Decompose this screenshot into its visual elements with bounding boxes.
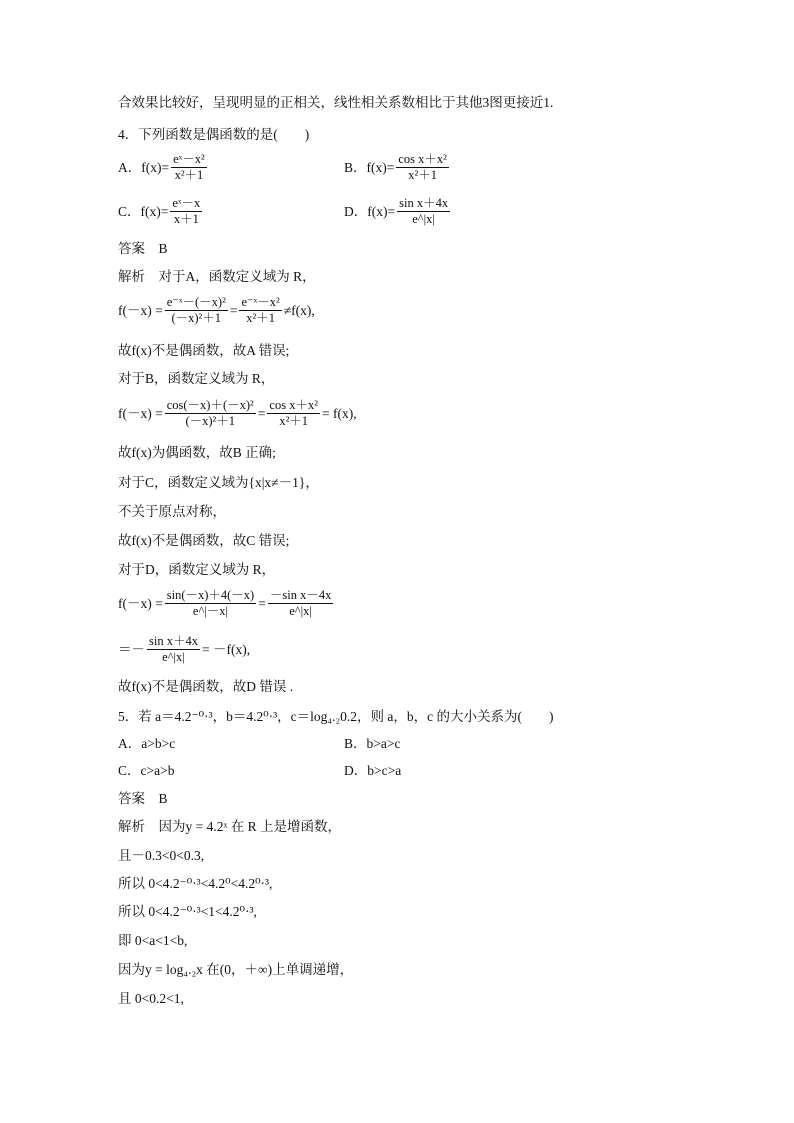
solution-line: 因为y = log₄.₂x 在(0，＋∞)上单调递增， <box>118 962 354 977</box>
question-4: 4．下列函数是偶函数的是( ) <box>118 127 310 142</box>
option-a <box>118 152 209 183</box>
question-5: 5．若 a＝4.2⁻⁰·³，b＝4.2⁰·³，c＝log₄.₂0.2，则 a，b，c 的大小关系为( ) <box>118 709 554 724</box>
fraction: $\frac{\text{sin x＋4x}}{e\^{}|x|}$ <box>399 196 449 226</box>
text-line: 合效果比较好，呈现明显的正相关，线性相关系数相比于其他3图更接近1. <box>118 95 554 110</box>
option-b: B．b>a>c <box>344 736 401 751</box>
equation-line: ＝－ $\frac{\text{sin x＋4x}}{e\^{}|x|}$ = －f(x), <box>118 634 251 664</box>
solution-line: 对于C，函数定义域为{x|x≠－1}， <box>118 475 319 490</box>
solution-line: 解析 因为y = 4.2ˣ 在 R 上是增函数， <box>118 819 342 834</box>
option-c: C．c>a>b <box>118 763 175 778</box>
solution-line: 解析 对于A，函数定义域为 R， <box>118 269 316 284</box>
solution-line: 且 0<0.2<1, <box>118 991 184 1006</box>
option-b <box>344 152 451 183</box>
solution-line: 对于D，函数定义域为 R， <box>118 562 276 577</box>
option-d <box>344 196 452 227</box>
option-label: B．f(x)= <box>344 159 395 175</box>
solution-line: 所以 0<4.2⁻⁰·³<1<4.2⁰·³, <box>118 904 257 919</box>
fraction: $\frac{\text{eˣ－x}}{x+1}$ <box>172 196 201 226</box>
solution-line: 所以 0<4.2⁻⁰·³<4.2⁰<4.2⁰·³, <box>118 876 273 891</box>
answer-4: 答案 B <box>118 241 168 256</box>
option-label: C．f(x)= <box>118 203 169 219</box>
solution-line: 且－0.3<0<0.3, <box>118 848 205 863</box>
fraction: $\frac{\text{eˣ－x²}}{\text{x²＋1}}$ <box>173 152 205 182</box>
option-label: A．f(x)= <box>118 159 170 175</box>
option-c <box>118 196 204 227</box>
solution-line: 即 0<a<1<b, <box>118 933 188 948</box>
option-d: D．b>c>a <box>344 763 402 778</box>
solution-line: 故f(x)不是偶函数，故A 错误; <box>118 343 290 358</box>
fraction: $\frac{\text{cos x＋x²}}{\text{x²＋1}}$ <box>398 152 447 182</box>
solution-line: 故f(x)不是偶函数，故C 错误; <box>118 533 290 548</box>
solution-line: 对于B，函数定义域为 R， <box>118 371 275 386</box>
solution-line: 不关于原点对称， <box>118 504 226 519</box>
answer-5: 答案 B <box>118 791 168 806</box>
equation-line: f(－x) = $\frac{\text{cos(－x)＋(－x)²}}{\text{(－x)²＋1}}$ = $\frac{\text{cos x＋x²}}{\text{x²＋1}}$ = f(x), <box>118 398 357 428</box>
option-a: A．a>b>c <box>118 736 176 751</box>
equation-line: f(－x) = $\frac{\text{e⁻ˣ－(－x)²}}{\text{(－x)²＋1}}$ = $\frac{\text{e⁻ˣ－x²}}{\text{x²＋1}}$ ≠f(x), <box>118 295 315 325</box>
option-label: D．f(x)= <box>344 203 396 219</box>
equation-line: f(－x) = $\frac{\sin(-x)+4(-x)}{e\^{}|-x|}$ = $\frac{\text{－sin x－4x}}{e\^{}|x|}$ <box>118 588 332 618</box>
solution-line: 故f(x)为偶函数，故B 正确; <box>118 445 276 460</box>
solution-line: 故f(x)不是偶函数，故D 错误 . <box>118 679 294 694</box>
